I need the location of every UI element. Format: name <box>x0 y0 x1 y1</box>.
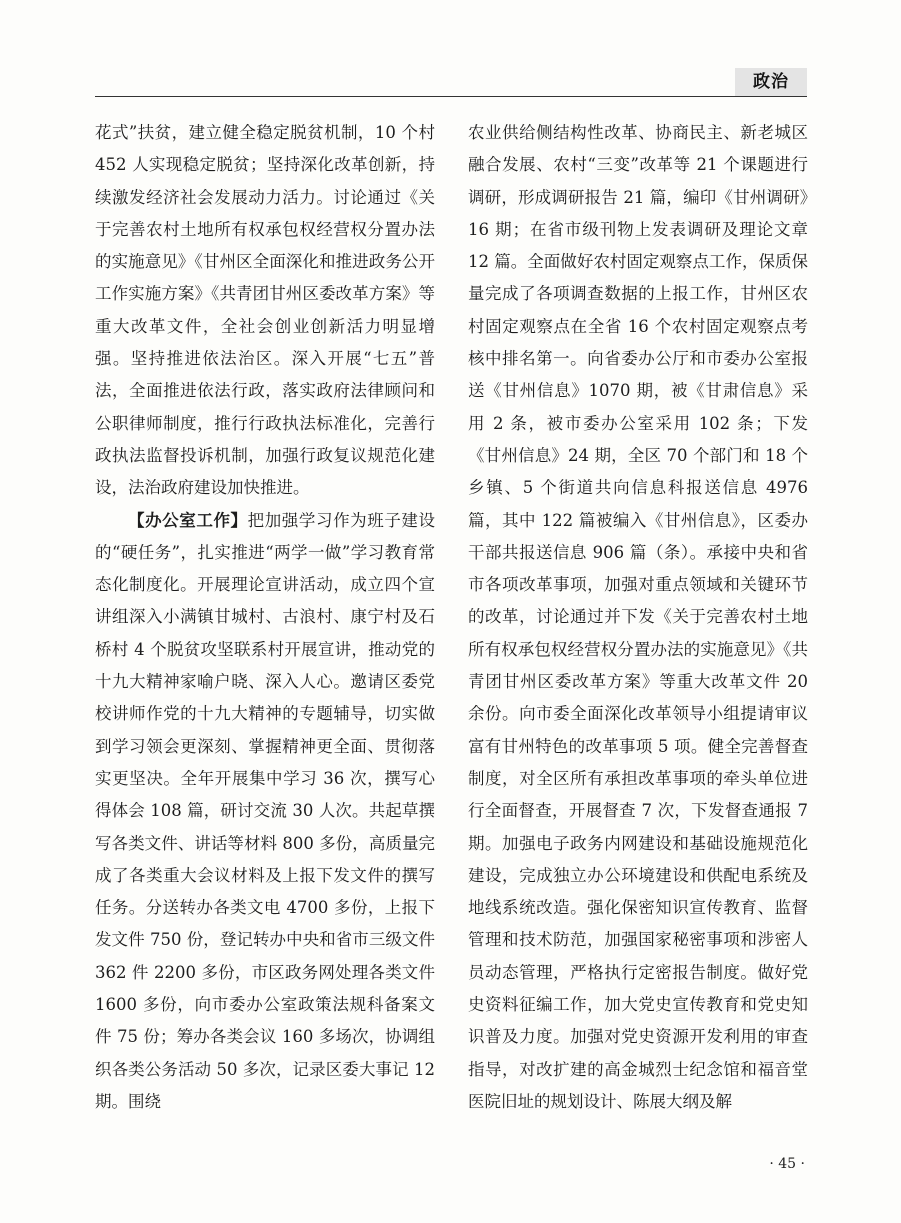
paragraph-continuation-right: 农业供给侧结构性改革、协商民主、新老城区融合发展、农村“三变”改革等 21 个课题进行调研，形成调研报告 21 篇，编印《甘州调研》16 期；在省市级刊物上发表调研及理论文章 12 篇。全面做好农村固定观察点工作，保质保量完成了各项调查数据的上报工作，甘州区农村固定观察点在全省 16 个农村固定观察点考核中排名第一。向省委办公厅和市委办公室报送《甘州信息》1070 期，被《甘肃信息》采用 2 条，被市委办公室采用 102 条；下发《甘州信息》24 期，全区 70 个部门和 18 个乡镇、5 个街道共向信息科报送信息 4976 篇，其中 122 篇被编入《甘州信息》，区委办干部共报送信息 906 篇（条）。承接中央和省市各项改革事项，加强对重点领域和关键环节的改革，讨论通过并下发《关于完善农村土地所有权承包权经营权分置办法的实施意见》《共青团甘州区委改革方案》等重大改革文件 20 余份。向市委全面深化改革领导小组提请审议富有甘州特色的改革事项 5 项。健全完善督查制度，对全区所有承担改革事项的牵头单位进行全面督查，开展督查 7 次，下发督查通报 7 期。加强电子政务内网建设和基础设施规范化建设，完成独立办公环境建设和供配电系统及地线系统改造。强化保密知识宣传教育、监督管理和技术防范，加强国家秘密事项和涉密人员动态管理，严格执行定密报告制度。做好党史资料征编工作，加大党史宣传教育和党史知识普及力度。加强对党史资源开发利用的审查指导，对改扩建的高金城烈士纪念馆和福音堂医院旧址的规划设计、陈展大纲及解 <box>468 123 808 1111</box>
left-column <box>95 117 435 1118</box>
section-label: 政治 <box>735 68 807 96</box>
right-column <box>468 117 808 1118</box>
paragraph-office-work-body: 把加强学习作为班子建设的“硬任务”，扎实推进“两学一做”学习教育常态化制度化。开展理论宣讲活动，成立四个宣讲组深入小满镇甘城村、古浪村、康宁村及石桥村 4 个脱贫攻坚联系村开展宣讲，推动党的十九大精神家喻户晓、深入人心。邀请区委党校讲师作党的十九大精神的专题辅导，切实做到学习领会更深刻、掌握精神更全面、贯彻落实更坚决。全年开展集中学习 36 次，撰写心得体会 108 篇，研讨交流 30 人次。共起草撰写各类文件、讲话等材料 800 多份，高质量完成了各类重大会议材料及上报下发文件的撰写任务。分送转办各类文电 4700 多份，上报下发文件 750 份，登记转办中央和省市三级文件 362 件 2200 多份，市区政务网处理各类文件 1600 多份，向市委办公室政策法规科备案文件 75 份；筹办各类会议 160 多场次，协调组织各类公务活动 50 多次，记录区委大事记 12 期。围绕 <box>95 510 436 1111</box>
paragraph-continuation: 花式”扶贫，建立健全稳定脱贫机制，10 个村 452 人实现稳定脱贫；坚持深化改革创新，持续激发经济社会发展动力活力。讨论通过《关于完善农村土地所有权承包权经营权分置办法的实施意见》《甘州区全面深化和推进政务公开工作实施方案》《共青团甘州区委改革方案》等重大改革文件，全社会创业创新活力明显增强。坚持推进依法治区。深入开展“七五”普法，全面推进依法行政，落实政府法律顾问和公职律师制度，推行行政执法标准化，完善行政执法监督投诉机制，加强行政复议规范化建设，法治政府建设加快推进。 <box>95 123 435 498</box>
header-divider <box>95 96 807 97</box>
paragraph-office-work <box>95 505 435 1119</box>
page-number: · 45 · <box>769 1156 805 1172</box>
section-heading-office-work: 【办公室工作】 <box>128 510 248 530</box>
